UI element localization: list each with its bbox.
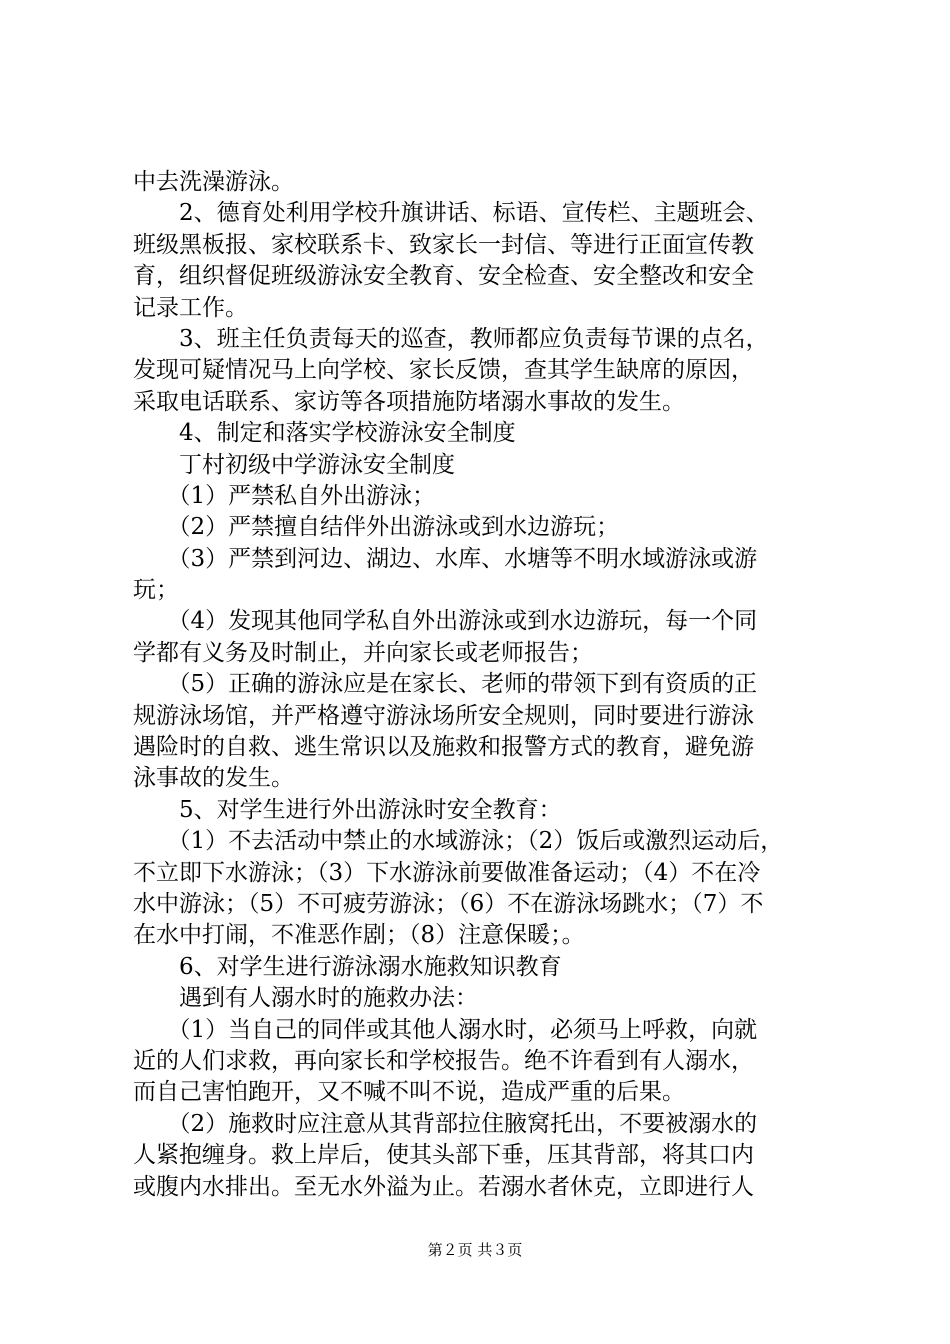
text-line: （2）施救时应注意从其背部拉住腋窝托出，不要被溺水的 <box>133 1110 758 1137</box>
text-line: 中去洗澡游泳。 <box>133 169 294 195</box>
text-line: 丁村初级中学游泳安全制度 <box>133 451 455 478</box>
text-line: 而自己害怕跑开，又不喊不叫不说，造成严重的后果。 <box>133 1079 685 1106</box>
text-line: 在水中打闹，不准恶作剧；（8）注意保暖；。 <box>133 922 585 949</box>
text-line: 人紧抱缠身。救上岸后，使其头部下垂，压其背部，将其口内 <box>133 1142 754 1169</box>
text-line: 育，组织督促班级游泳安全教育、安全检查、安全整改和安全 <box>133 263 754 290</box>
text-line: （2）严禁擅自结伴外出游泳或到水边游玩； <box>133 514 620 541</box>
text-line: 3、班主任负责每天的巡查，教师都应负责每节课的点名， <box>133 325 769 352</box>
text-line: 5、对学生进行外出游泳时安全教育： <box>133 796 562 823</box>
text-line: 6、对学生进行游泳溺水施救知识教育 <box>133 953 562 980</box>
page-number-footer: 第２页 共３页 <box>427 1241 523 1259</box>
text-line: 记录工作。 <box>133 294 248 321</box>
text-line: 或腹内水排出。至无水外溢为止。若溺水者休克，立即进行人 <box>133 1173 754 1200</box>
text-line: 遇险时的自救、逃生常识以及施救和报警方式的教育，避免游 <box>133 734 754 761</box>
text-line: 近的人们求救，再向家长和学校报告。绝不许看到有人溺水， <box>133 1047 754 1074</box>
text-line: 泳事故的发生。 <box>133 765 294 792</box>
text-line: 水中游泳；（5）不可疲劳游泳；（6）不在游泳场跳水；（7）不 <box>133 890 764 917</box>
text-line: 班级黑板报、家校联系卡、致家长一封信、等进行正面宣传教 <box>133 231 754 258</box>
text-line: （1）当自己的同伴或其他人溺水时，必须马上呼救，向就 <box>133 1016 758 1043</box>
text-line: （5）正确的游泳应是在家长、老师的带领下到有资质的正 <box>133 671 758 698</box>
text-line: 4、制定和落实学校游泳安全制度 <box>133 420 516 447</box>
text-line: 采取电话联系、家访等各项措施防堵溺水事故的发生。 <box>133 388 685 415</box>
text-line: 不立即下水游泳；（3）下水游泳前要做准备运动；（4）不在冷 <box>133 859 761 886</box>
text-line: （1）不去活动中禁止的水域游泳；（2）饭后或激烈运动后， <box>133 828 784 855</box>
text-line: 遇到有人溺水时的施救办法： <box>133 985 478 1012</box>
text-line: （1）严禁私自外出游泳； <box>133 482 436 509</box>
text-line: 2、德育处利用学校升旗讲话、标语、宣传栏、主题班会、 <box>133 200 769 227</box>
text-line: （4）发现其他同学私自外出游泳或到水边游玩，每一个同 <box>133 608 758 635</box>
text-line: 学都有义务及时制止，并向家长或老师报告； <box>133 639 593 666</box>
text-line: 发现可疑情况马上向学校、家长反馈，查其学生缺席的原因， <box>133 357 754 384</box>
text-line: （3）严禁到河边、湖边、水库、水塘等不明水域游泳或游 <box>133 545 758 572</box>
text-line: 规游泳场馆，并严格遵守游泳场所安全规则，同时要进行游泳 <box>133 702 754 729</box>
text-line: 玩； <box>133 577 179 604</box>
document-body <box>133 167 823 1203</box>
